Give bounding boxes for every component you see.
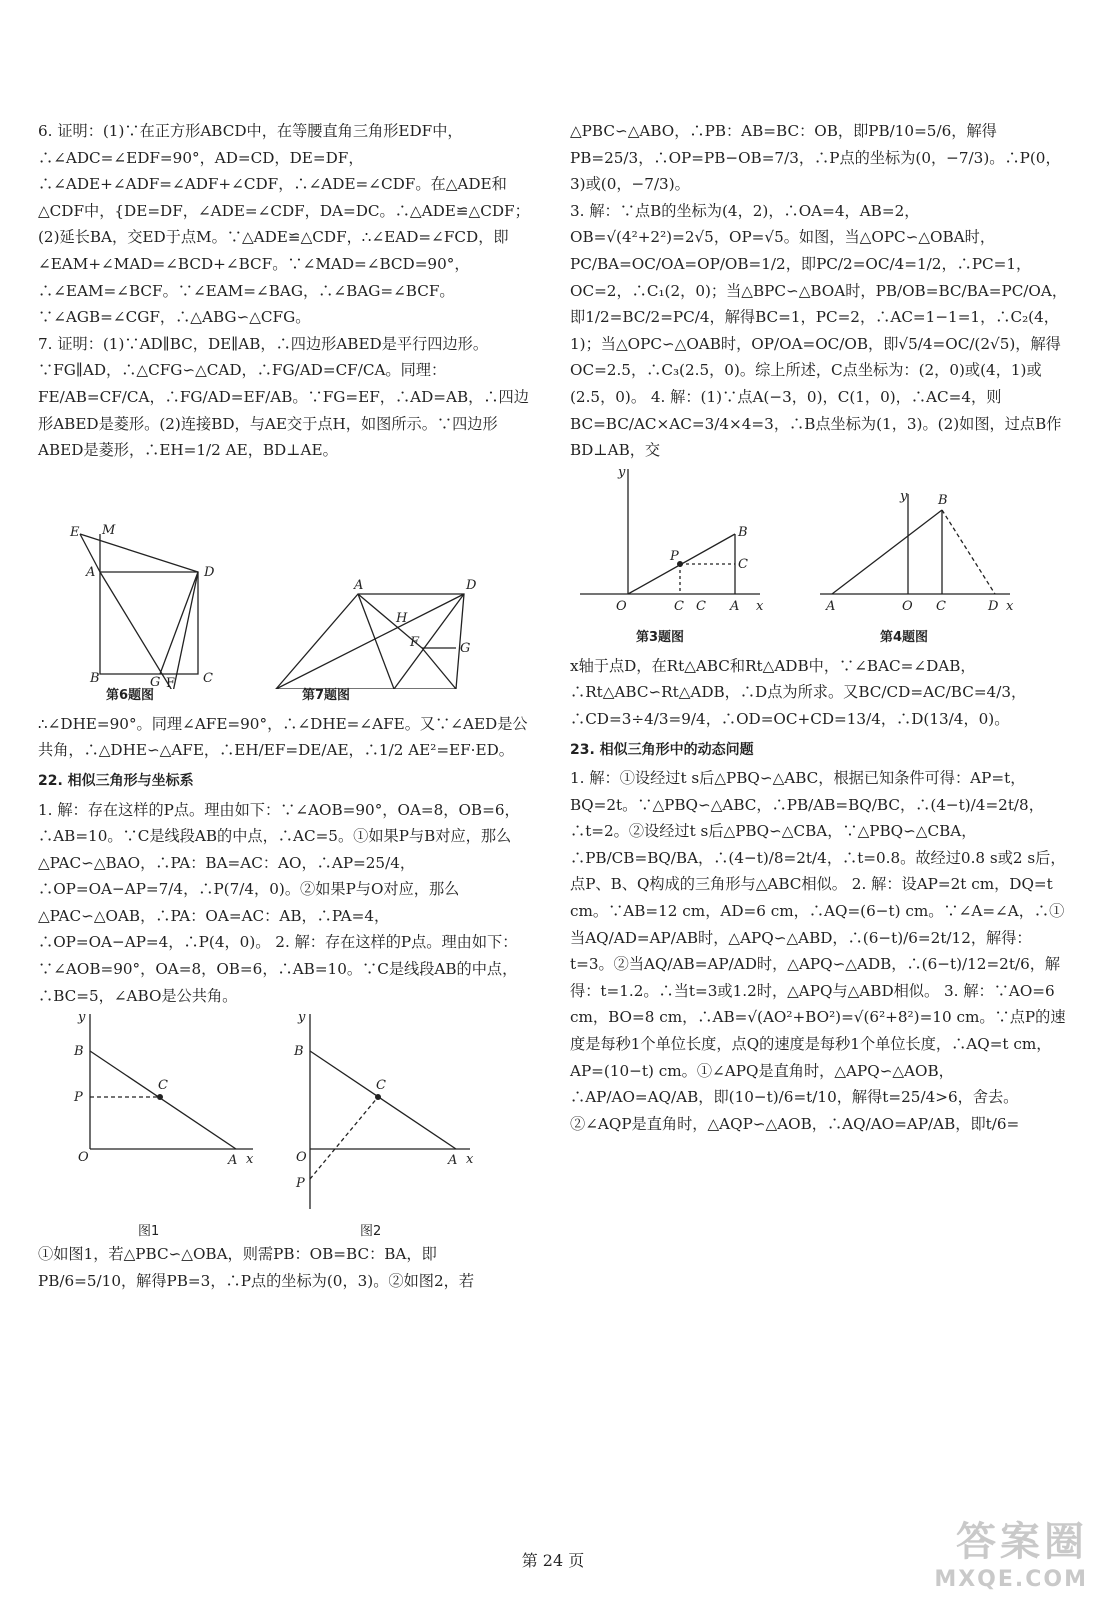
svg-text:B: B [738, 524, 748, 540]
section-22-title: 22. 相似三角形与坐标系 [38, 772, 194, 789]
figure-3-caption: 第3题图 [636, 629, 685, 645]
figure-1-caption: 图1 [138, 1224, 160, 1240]
svg-text:F: F [166, 675, 176, 689]
svg-text:A: A [448, 1153, 458, 1169]
svg-text:O: O [902, 598, 913, 614]
section-22-problems: 1. 解：存在这样的P点。理由如下：∵∠AOB=90°，OA=8，OB=6，∴AB=10。∵C是线段AB的中点，∴AC=5。①如果P与B对应，那么△PAC∽△BAO，∴PA：BA=AC：AO，∴AP=25/4，∴OP=OA−AP=7/4，∴P(7/4，0)。②如果P与O对应，那么△PAC∽△OAB，∴PA：OA=AC：AB，∴PA=4，∴OP=OA−AP=4，∴P(4，0)。 2. 解：存在这样的P点。理由如下：∵∠AOB=90°，OA=8，OB=6，∴AB=10。∵C是线段AB的中点，∴BC=5，∠ABO是公共角。 [38, 800, 520, 1005]
svg-text:B: B [294, 1044, 304, 1060]
svg-text:C: C [158, 1078, 168, 1094]
svg-text:O: O [296, 1150, 307, 1166]
figure-7-caption: 第7题图 [302, 687, 351, 703]
svg-text:G: G [150, 674, 161, 689]
problem-6-text: 6. 证明：(1)∵在正方形ABCD中，在等腰直角三角形EDF中，∴∠ADC=∠EDF=90°，AD=CD，DE=DF，∴∠ADE+∠ADF=∠ADF+∠CDF，∴∠ADE=∠CDF。在△ADE和△CDF中，{DE=DF，∠ADE=∠CDF，DA=DC。∴△ADE≌△CDF；(2)延长BA，交ED于点M。∵△ADE≌△CDF，∴∠EAD=∠FCD，即∠EAM+∠MAD=∠BCD+∠BCF。∵∠MAD=∠BCD=90°，∴∠EAM=∠BCF。∵∠EAM=∠BAG，∴∠BAG=∠BCF。∵∠AGB=∠CGF，∴△ABG∽△CFG。 [38, 122, 530, 327]
svg-text:O: O [616, 598, 627, 614]
figure-1-diagram [90, 1014, 253, 1149]
svg-text:B: B [90, 670, 100, 686]
svg-text:C: C [376, 1078, 386, 1094]
svg-text:C: C [936, 598, 946, 614]
svg-text:G: G [460, 640, 471, 656]
point-c-fig2 [375, 1094, 381, 1100]
svg-text:C: C [738, 556, 748, 572]
svg-text:P: P [74, 1090, 83, 1106]
watermark-line2: MXQE.COM [934, 1567, 1088, 1592]
svg-text:P: P [670, 548, 679, 564]
svg-text:A: A [86, 564, 96, 580]
svg-text:C: C [674, 598, 684, 614]
svg-text:B: B [938, 492, 948, 508]
svg-text:A: A [730, 598, 740, 614]
svg-text:x: x [466, 1152, 474, 1168]
figure-4-diagram [820, 494, 1010, 594]
problem-4-continued: x轴于点D，在Rt△ABC和Rt△ADB中，∵∠BAC=∠DAB，∴Rt△ABC∽Rt△ADB，∴D点为所求。又BC/CD=AC/BC=4/3，∴CD=3÷4/3=9/4，∴OD=OC+CD=13/4，∴D(13/4，0)。 [570, 656, 1027, 728]
page-number: 第 24 页 [521, 1551, 585, 1570]
point-c-fig1 [157, 1094, 163, 1100]
svg-text:E: E [70, 524, 80, 540]
problem-7-continued: ∴∠DHE=90°。同理∠AFE=90°，∴∠DHE=∠AFE。又∵∠AED是公共角，∴△DHE∽△AFE，∴EH/EF=DE/AE，∴1/2 AE²=EF·ED。 [38, 714, 528, 760]
svg-text:H: H [396, 610, 408, 626]
svg-text:O: O [78, 1150, 89, 1166]
captions-3-4 [570, 629, 1070, 653]
watermark-line1: 答案圈 [956, 1519, 1088, 1565]
figure-2-diagram [310, 1014, 470, 1209]
svg-text:x: x [1006, 598, 1014, 614]
figure-6-caption: 第6题图 [106, 687, 155, 703]
svg-text:B: B [74, 1044, 84, 1060]
watermark-logo [934, 1510, 1088, 1592]
left-column [38, 118, 533, 1294]
svg-text:y: y [900, 488, 908, 504]
svg-text:P: P [296, 1176, 305, 1192]
svg-text:A: A [228, 1153, 238, 1169]
svg-text:C: C [696, 598, 706, 614]
svg-text:y: y [298, 1010, 306, 1026]
section-23-title: 23. 相似三角形中的动态问题 [570, 741, 754, 758]
svg-text:x: x [246, 1152, 254, 1168]
figure-6-diagram [80, 534, 198, 689]
captions-1-2 [38, 1219, 533, 1241]
captions-6-7 [38, 689, 533, 711]
section-23-problems: 1. 解：①设经过t s后△PBQ∽△ABC，根据已知条件可得：AP=t，BQ=2t。∵△PBQ∽△ABC，∴PB/AB=BQ/BC，∴(4−t)/4=2t/8，∴t=2。②设经过t s后△PBQ∽△CBA，∵△PBQ∽△CBA，∴PB/CB=BQ/BA，∴(4−t)/8=2t/4，∴t=0.8。故经过0.8 s或2 s后，点P、B、Q构成的三角形与△ABC相似。 2. 解：设AP=2t cm，DQ=t cm。∵AB=12 cm，AD=6 cm，∴AQ=(6−t) cm。∵∠A=∠A，∴①当AQ/AD=AP/AB时，△APQ∽△ABD，∴(6−t)/6=2t/12，解得：t=3。②当AQ/AB=AP/AD时，△APQ∽△ADB，∴(6−t)/12=2t/6，解得：t=1.2。∴当t=3或1.2时，△APQ与△ABD相似。 3. 解：∵AO=6 cm，BO=8 cm，∴AB=√(AO²+BO²)=√(6²+8²)=10 cm。∵点P的速度是每秒1个单位长度，点Q的速度是每秒1个单位长度，∴AQ=t cm，AP=(10−t) cm。①∠APQ是直角时，△APQ∽△AOB，∴AP/AO=AQ/AB，即(10−t)/6=t/10，解得t=25/4>6，舍去。②∠AQP是直角时，△AQP∽△AOB，∴AQ/AO=AP/AB，即t/6= [570, 769, 1066, 1133]
problem-7-text: 7. 证明：(1)∵AD∥BC，DE∥AB，∴四边形ABED是平行四边形。∵FG∥AD，∴△CFG∽△CAD，∴FG/AD=CF/CA。同理：FE/AB=CF/CA，∴FG/AD=EF/AB。∵FG=EF，∴AD=AB，∴四边形ABED是菱形。(2)连接BD，与AE交于点H，如图所示。∵四边形ABED是菱形，∴EH=1/2 AE，BD⊥AE。 [38, 334, 529, 460]
svg-text:M: M [102, 522, 116, 538]
svg-text:F: F [410, 634, 420, 650]
section-22-continued: △PBC∽△ABO，∴PB：AB=BC：OB，即PB/10=5/6，解得PB=25/3，∴OP=PB−OB=7/3，∴P点的坐标为(0，−7/3)。∴P(0，3)或(0，−7/3)。 [570, 122, 1061, 194]
figure-3-diagram [580, 469, 760, 594]
svg-text:C: C [203, 670, 213, 686]
figures-1-2 [38, 1009, 533, 1219]
svg-text:D: D [466, 577, 477, 593]
figure-2-caption: 图2 [360, 1224, 382, 1240]
figures-3-4 [570, 464, 1070, 629]
svg-text:y: y [78, 1010, 86, 1026]
problem-3-4-text: 3. 解：∵点B的坐标为(4，2)，∴OA=4，AB=2，OB=√(4²+2²)=2√5，OP=√5。如图，当△OPC∽△OBA时，PC/BA=OC/OA=OP/OB=1/2，即PC/2=OC/4=1/2，∴PC=1，OC=2，∴C₁(2，0)；当△BPC∽△BOA时，PB/OB=BC/BA=PC/OA，即1/2=BC/2=PC/4，解得BC=1，PC=2，∴AC=1−1=1，∴C₂(4，1)；当△OPC∽△OAB时，OP/OA=OC/OB，即√5/4=OC/(2√5)，解得OC=2.5，∴C₃(2.5，0)。综上所述，C点坐标为：(2，0)或(4，1)或(2.5，0)。 4. 解：(1)∵点A(−3，0)，C(1，0)，∴AC=4，则BC=BC/AC×AC=3/4×4=3，∴B点坐标为(1，3)。(2)如图，过点B作BD⊥AB，交 [570, 201, 1068, 460]
figure-4-caption: 第4题图 [880, 629, 929, 645]
svg-text:D: D [204, 564, 215, 580]
figures-6-7 [38, 464, 533, 689]
svg-text:x: x [756, 598, 764, 614]
svg-text:y: y [618, 464, 626, 480]
figure-7-diagram [276, 594, 464, 689]
section-22-figure-solution: ①如图1，若△PBC∽△OBA，则需PB：OB=BC：BA，即PB/6=5/10，解得PB=3，∴P点的坐标为(0，3)。②如图2，若 [38, 1245, 475, 1290]
right-column [570, 118, 1070, 1137]
svg-text:A: A [354, 577, 364, 593]
svg-text:A: A [826, 598, 836, 614]
svg-text:D: D [988, 598, 999, 614]
